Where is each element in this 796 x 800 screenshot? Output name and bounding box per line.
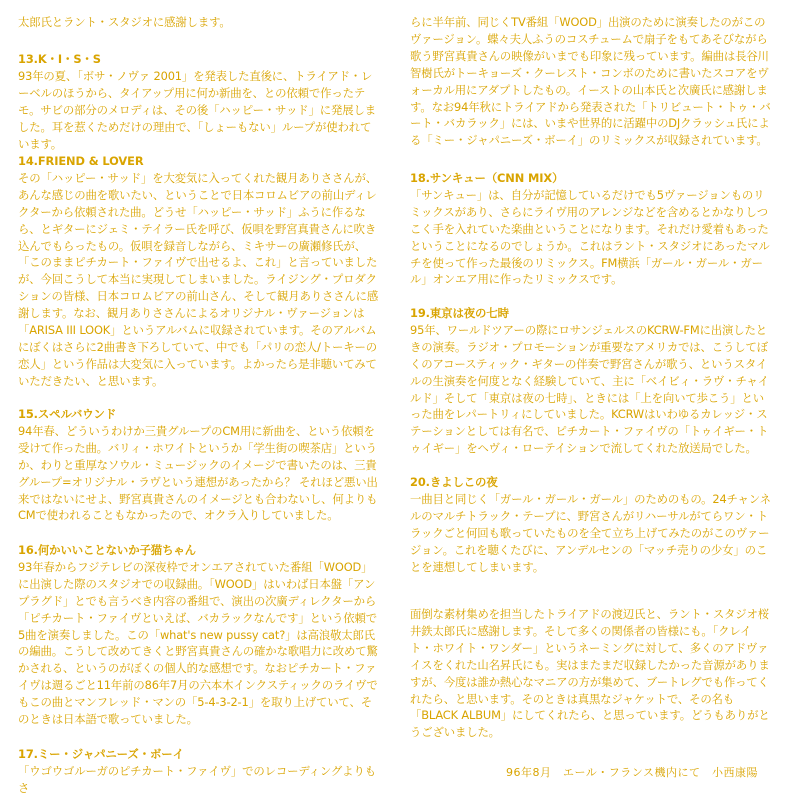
closing-paragraph: 面倒な素材集めを担当したトライアドの渡辺氏と、ラント・スタジオ桜井鉄太郎氏に感謝します。そして多くの関係者の皆様にも。「クレイト・ホワイト・ワンダー」というネーミングに対して、多くのアドヴァイスをくれた山名昇氏にも。実はまたまだ収録したかった音源がありますが、今度は誰か熱心なマニアの方が集めて、ブートレグでも作ってくれたら、と思います。そのときは真黒なジャケットで、その名も「BLACK ALBUM」にしてくれたら、と思っています。どうもありがとうございました。 (410, 607, 770, 740)
track-18-title: 18.サンキュー（CNN MIX） (410, 171, 564, 185)
track-16-title: 16.何かいいことないか子猫ちゃん (18, 543, 196, 557)
track-16-section (18, 542, 380, 728)
track-19-title: 19.東京は夜の七時 (410, 306, 509, 320)
track-15-title: 15.スペルバウンド (18, 407, 117, 421)
track-17-section (18, 746, 380, 797)
track-15-body: 94年春、どういうわけか三貴グループのCM用に新曲を、という依頼を受けて作った曲。バリィ・ホワイトというか「学生街の喫茶店」というか、わりと重厚なソウル・ミュージックのイメージで書いたのは、三貴グループ=オリジナル・ラヴという連想があったから？ それほど悪い出来ではないにせよ、野宮真貴さんのイメージとも合わないし、何よりもCMで使われることもなかったので、オクラ入りしていました。 (18, 423, 378, 523)
intro-paragraph: 太郎氏とラント・スタジオに感謝します。 (18, 15, 231, 29)
track-17-body: 「ウゴウゴルーガのピチカート・ファイヴ」でのレコーディングよりもさ (18, 763, 376, 795)
track-17-continued-body: らに半年前、同じくTV番組「WOOD」出演のために演奏したのがこのヴァージョン。蝶々夫人ふうのコスチュームで扇子をもてあそびながら歌う野宮真貴さんの映像がいまでも印象に残っています。編曲は長谷川智樹氏がトーキョーズ・クーレスト・コンボのために書いたスコアをヴォーカル用にアダプトしたもの。イーストの山本氏と次廣氏に感謝します。なお94年秋にトライアドから発表された「トリビュート・トゥ・バート・バカラック」には、いまや世界的に活躍中のDJクラッシュ氏による「ミー・ジャパニーズ・ボーイ」のリミックスが収録されています。 (410, 15, 771, 148)
track-14-title: 14.FRIEND & LOVER (18, 154, 144, 168)
track-19-section (410, 305, 772, 457)
intro-text (18, 14, 380, 31)
track-20-section (410, 474, 772, 575)
track-17-continued (410, 14, 772, 149)
track-14-body: その「ハッピー・サッド」を大変気に入ってくれた観月ありささんが、あんな感じの曲を歌いたい、ということで日本コロムビアの前山ディレクターから依頼された曲。どうせ「ハッピー・サッド」ふうに作るなら、とギターにジェミ・テイラー氏を呼び、仮唄を野宮真貴さんに吹き込んでもらったもの。仮唄を録音しながら、ミキサーの廣瀬修氏が、「このままピチカート・ファイヴで出せるよ、これ」と言っていましたが、今回こうして本当に実現してしまいました。ライジング・プロダクションの皆様、日本コロムビアの前山さん、そして観月ありささんに感謝します。なお、観月ありささんによるオリジナル・ヴァージョンは「ARISA III LOOK」というアルバムに収録されています。そのアルバムにぼくはさらに2曲書き下ろしていて、中でも「パリの恋人/トーキーの恋人」という作品は大変気に入っています。よかったら是非聴いてみていただきたい、と思います。 (18, 170, 379, 388)
track-14-section (18, 153, 380, 390)
track-15-section (18, 406, 380, 524)
track-16-body: 93年春からフジテレビの深夜枠でオンエアされていた番組「WOOD」に出演した際のスタジオでの収録曲。「WOOD」はいわば日本盤「アンプラグド」とでも言うべき内容の番組で、演出の次廣ディレクターから「ピチカート・ファイヴといえば、バカラックなんです」という依頼で5曲を演奏しました。この「what's new pussy cat?」は高浪敬太郎氏の編曲。こうして改めてきくと野宮真貴さんの確かな歌唱力に改めて驚かされる、というのがぼくの個人的な感想です。なおピチカート・ファイヴは週るごと11年前の86年7月の六本木インクスティックのライヴでもこの曲とマンフレッド・マンの「5-4-3-2-1」を取り上げていて、そのときは日本語で歌っていました。 (18, 559, 378, 727)
track-18-body: 「サンキュー」は、自分が記憶しているだけでも5ヴァージョンものリミックスがあり、さらにライヴ用のアレンジなどを含めるとかなりしつこく手を入れていた楽曲ということになります。それだけ愛着もあったということになるのでしょうか。これはラント・スタジオにあったマルチを使って作った最後のリミックス。FM横浜「ガール・ガール・ガール」オンエア用に作ったリミックスです。 (410, 187, 770, 287)
track-13-body: 93年の夏、「ボサ・ノヴァ 2001」を発表した直後に、トライアド・レーベルのほうから、タイアップ用に何か新曲を、との依頼で作ったテモ。サビの部分のメロディは、その後「ハッピー・サッド」に発展しました。耳を惹くためだけの理由で、「しょーもない」ループが使われています。 (18, 68, 376, 151)
track-19-body: 95年、ワールドツアーの際にロサンジェルスのKCRW-FMに出演したときの演奏。ラジオ・プロモーションが重要なアメリカでは、こうしてぼくのアコースティック・ギターの伴奏で野宮さんが歌う、というスタイルの生演奏を何度となく経験していて、主に「ベイビィ・ラヴ・チャイルド」そして「東京は夜の七時」、ときには「上を向いて歩こう」といった曲をレパートリィにしていました。KCRWはいわゆるカレッジ・ステーションとしては有名で、ピチカート・ファイヴの「トゥイギー・トゥイギー」をヘヴィ・ローテイションで流してくれた放送局でした。 (410, 322, 769, 456)
track-13-title: 13.K・I・S・S (18, 52, 101, 66)
track-20-title: 20.きよしこの夜 (410, 475, 498, 489)
closing-section (410, 606, 772, 741)
track-20-body: 一曲目と同じく「ガール・ガール・ガール」のためのもの。24チャンネルのマルチトラック・テープに、野宮さんがリハーサルがてらワン・トラックごと何回も歌っていたものを全て立ち上げてみたのがこのヴァージョン。これを聴くたびに、アンデルセンの「マッチ売りの少女」のことを連想してしまいます。 (410, 491, 771, 574)
track-13-section (18, 51, 380, 152)
track-17-title: 17.ミー・ジャパニーズ・ボーイ (18, 747, 184, 761)
signature-line: 96年8月 エール・フランス機内にて 小西康陽 (506, 766, 758, 779)
track-18-section (410, 170, 772, 288)
